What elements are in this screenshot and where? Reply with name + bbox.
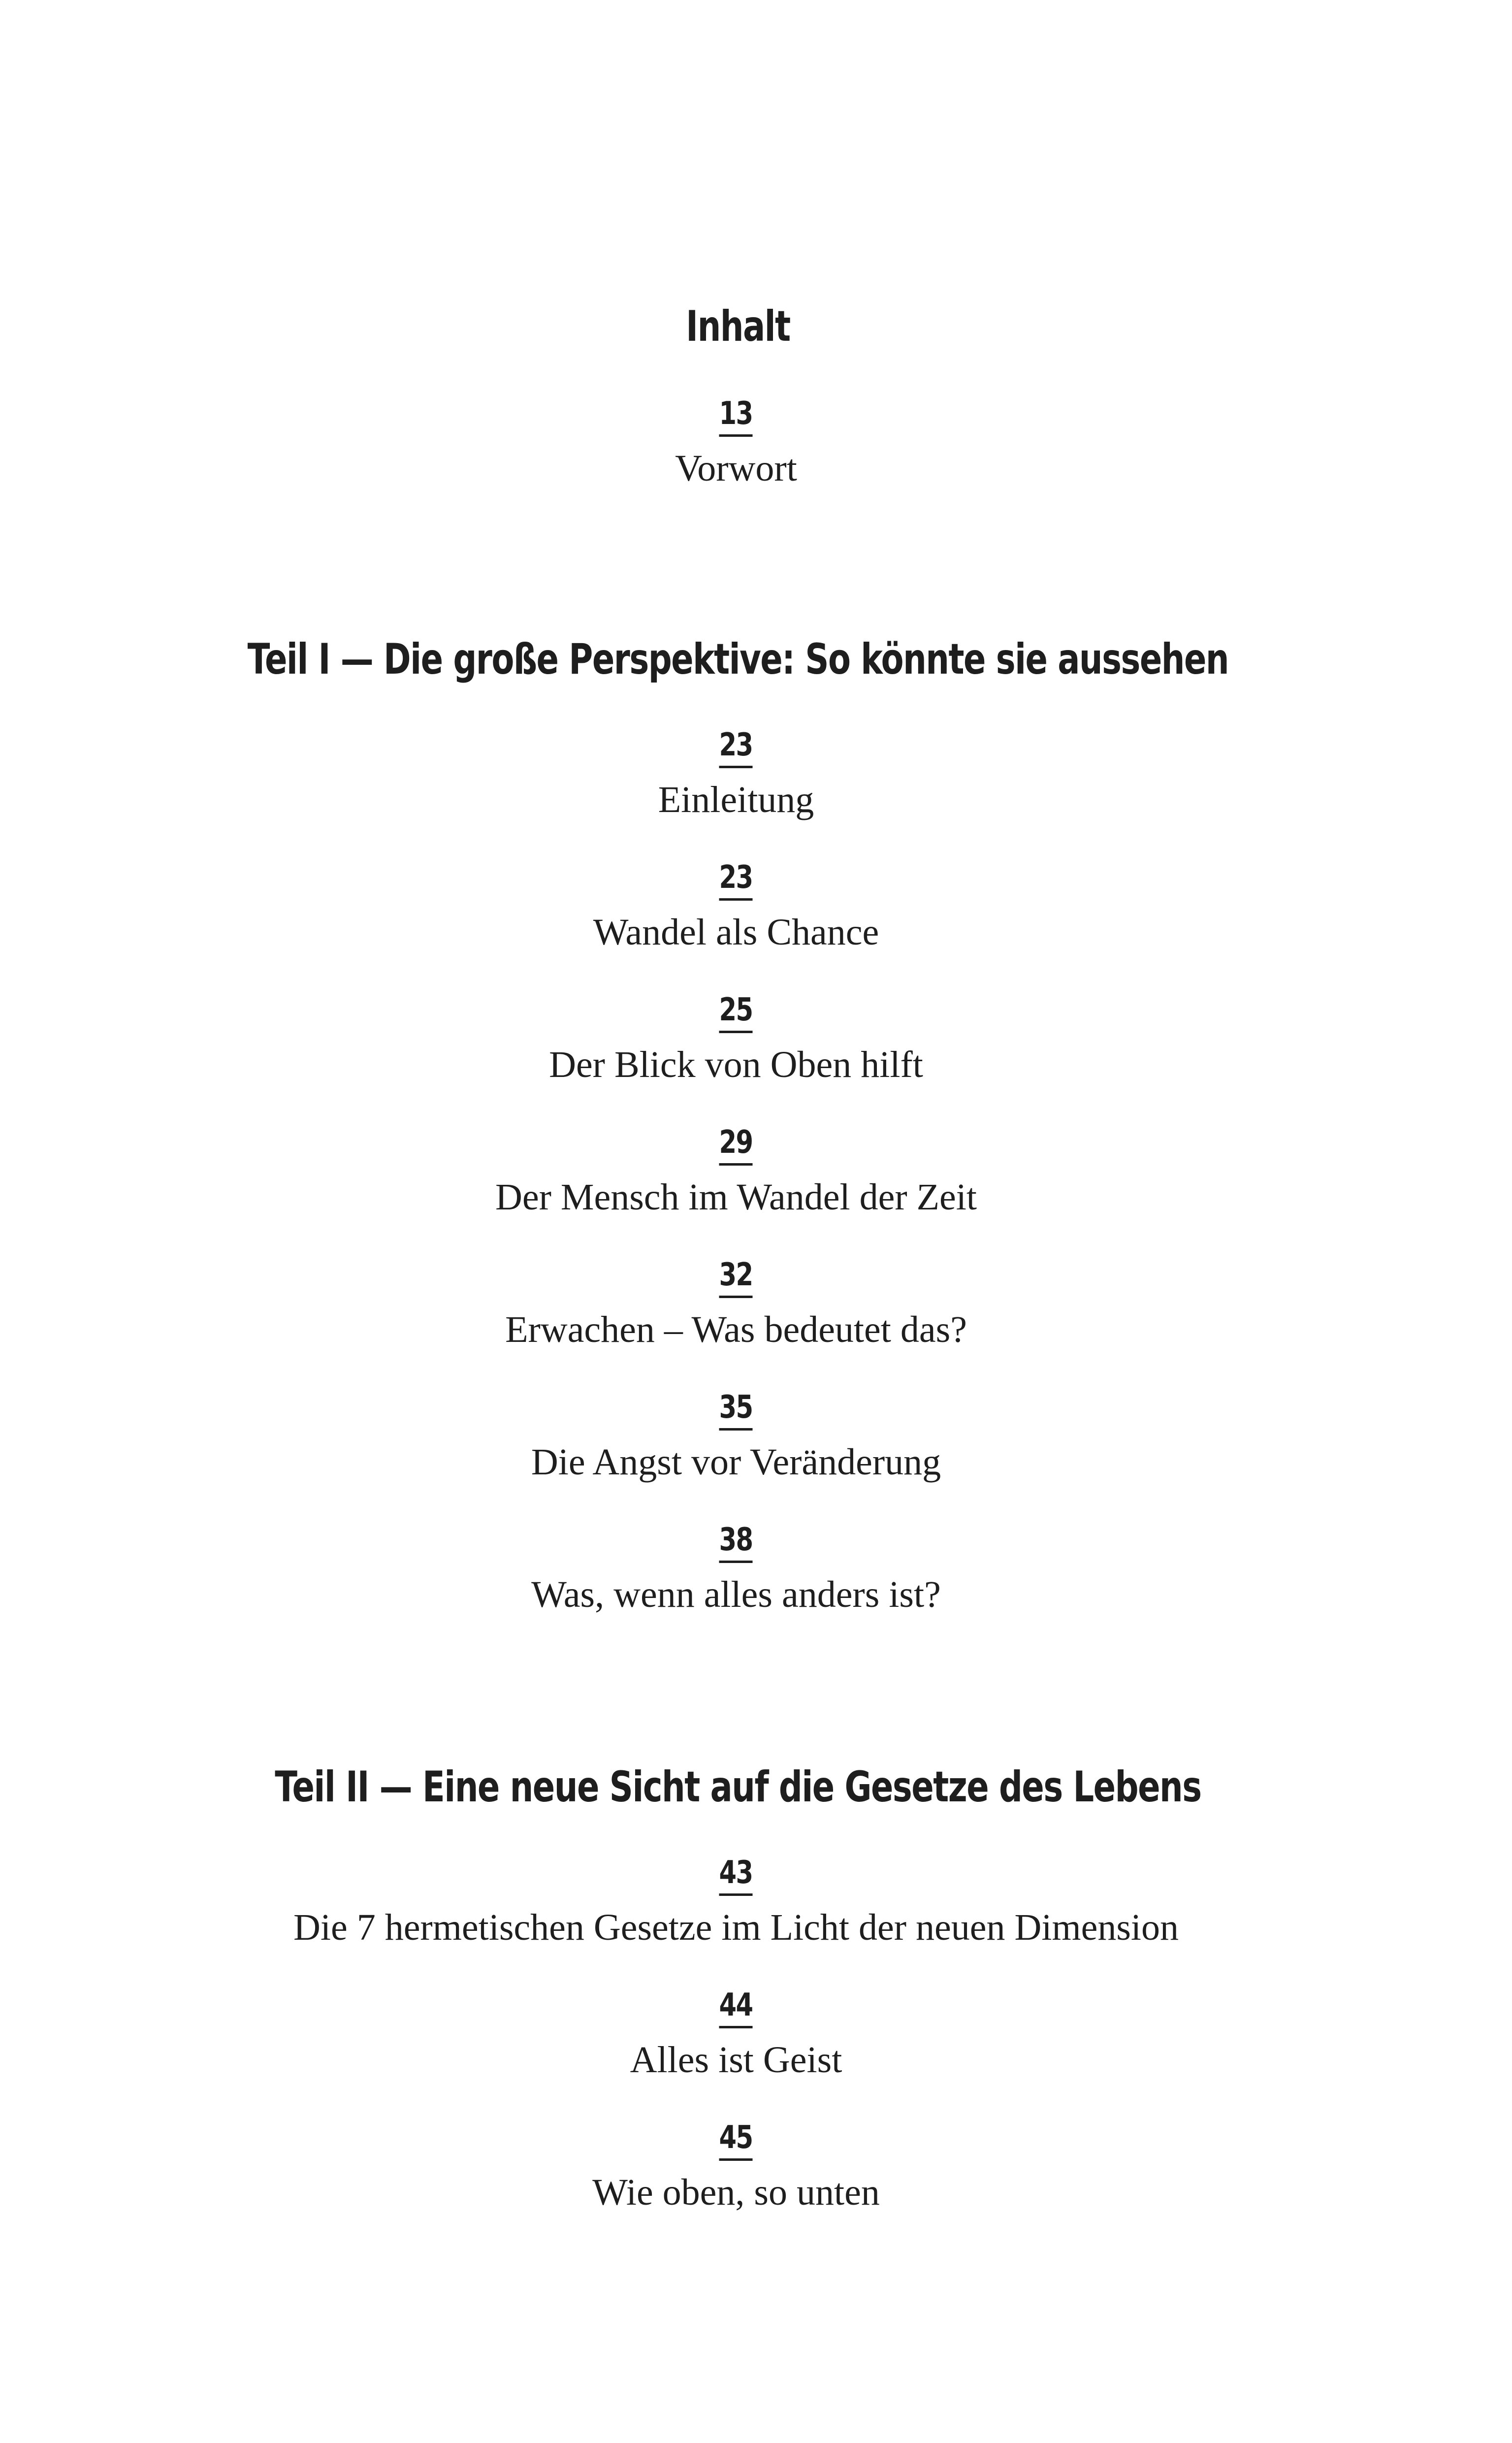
toc-page-number: 23 (719, 858, 753, 901)
toc-entry[interactable] (0, 1520, 1472, 1617)
toc-entry-title: Vorwort (675, 448, 797, 489)
toc-entry-title: Die Angst vor Veränderung (531, 1441, 941, 1483)
toc-page-number: 35 (719, 1388, 753, 1431)
toc-entry[interactable] (0, 990, 1472, 1087)
toc-entry[interactable] (0, 1388, 1472, 1485)
toc-entry-title: Erwachen – Was bedeutet das? (505, 1309, 967, 1350)
toc-entry[interactable] (0, 394, 1472, 491)
toc-page-number: 23 (719, 725, 753, 768)
toc-entry[interactable] (0, 1123, 1472, 1220)
toc-page-number: 45 (719, 2118, 753, 2161)
toc-entry-title: Die 7 hermetischen Gesetze im Licht der neuen Dimension (293, 1907, 1179, 1948)
toc-entry[interactable] (0, 1986, 1472, 2083)
toc-page-number: 44 (719, 1986, 753, 2028)
toc-entry-title: Wandel als Chance (593, 912, 879, 953)
toc-entry-title: Was, wenn alles anders ist? (531, 1574, 941, 1615)
toc-entry-title: Der Mensch im Wandel der Zeit (495, 1176, 977, 1218)
toc-page-number: 32 (719, 1255, 753, 1298)
part-2-heading: Teil II — Eine neue Sicht auf die Gesetze des Lebens (275, 1762, 1201, 1812)
toc-page-number: 38 (719, 1520, 753, 1563)
toc-entry-title: Einleitung (658, 779, 814, 820)
part-1-heading: Teil I — Die große Perspektive: So könnte sie aussehen (247, 635, 1229, 684)
toc-page-number: 13 (719, 394, 753, 437)
toc-entry[interactable] (0, 1853, 1472, 1950)
toc-entry[interactable] (0, 1255, 1472, 1352)
toc-entry-title: Alles ist Geist (630, 2039, 842, 2081)
toc-entry[interactable] (0, 725, 1472, 822)
toc-page-number: 25 (719, 990, 753, 1033)
toc-page-number: 43 (719, 1853, 753, 1896)
toc-entry[interactable] (0, 2118, 1472, 2215)
toc-page-number: 29 (719, 1123, 753, 1166)
toc-entry[interactable] (0, 858, 1472, 955)
toc-heading: Inhalt (686, 302, 790, 351)
toc-entry-title: Der Blick von Oben hilft (549, 1044, 923, 1085)
toc-entry-title: Wie oben, so unten (592, 2172, 880, 2213)
